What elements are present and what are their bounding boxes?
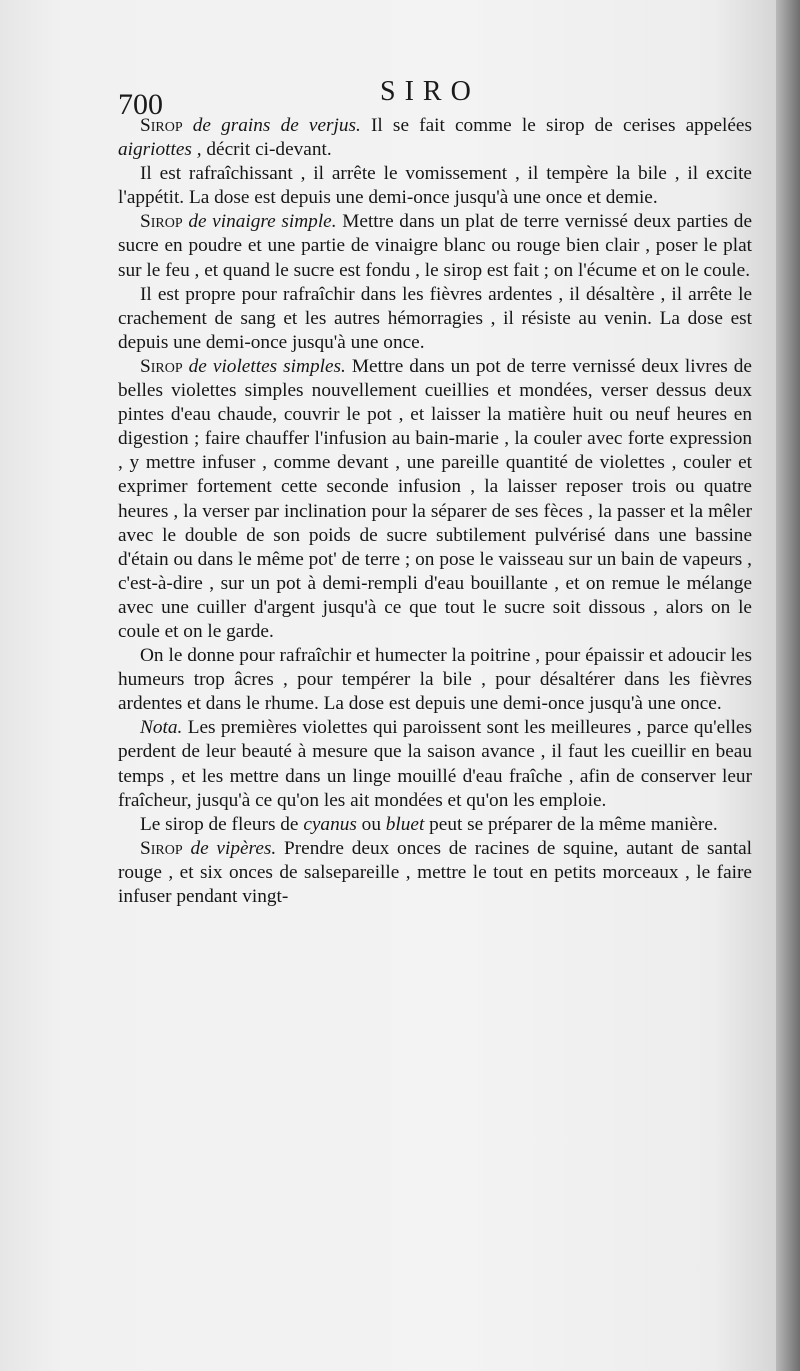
entry-body: Mettre dans un plat de terre vernissé deux parties de sucre en poudre et une partie de vinaigre blanc ou rouge bien clair , poser le plat sur le feu , et quand le sucre est fondu , le sirop est fait ; on l'écume et on le coule. (118, 211, 752, 281)
paragraph-nota (118, 716, 752, 812)
cyanus-mid: ou (356, 813, 386, 835)
entry-head: Sirop (140, 355, 183, 377)
entry-head: Sirop (140, 211, 183, 233)
nota-label: Nota. (140, 717, 183, 739)
entry-title: de violettes simples. (188, 355, 346, 377)
entry-title: de grains de verjus. (192, 115, 361, 136)
cyanus-post: peut se préparer de la même manière. (424, 813, 718, 835)
paragraph-verjus-uses: Il est rafraîchissant , il arrête le vomissement , il tempère la bile , il excite l'appétit. La dose est depuis une demi-once jusqu'à une once et demie. (118, 163, 752, 209)
paragraph-sirop-verjus (118, 114, 752, 162)
paragraph-sirop-violettes (118, 355, 752, 644)
entry-head: Sirop (140, 837, 183, 859)
paragraph-sirop-viperes (118, 837, 752, 909)
paragraph-violettes-uses: On le donne pour rafraîchir et humecter la poitrine , pour épaissir et adoucir les humeurs trop âcres , pour tempérer la bile , pour désaltérer dans les fièvres ardentes et dans le rhume. La dose est depuis une demi-once jusqu'à une once. (118, 645, 752, 715)
page-number: 700 (118, 88, 163, 121)
body-text (118, 114, 752, 909)
paragraph-sirop-vinaigre (118, 210, 752, 282)
entry-tail: décrit ci-devant. (201, 139, 332, 161)
entry-body: Il se fait comme le sirop de cerises appelées (360, 115, 752, 136)
entry-italic: aigriottes , (118, 139, 202, 161)
book-spine-shadow (776, 0, 800, 1371)
nota-text: Les premières violettes qui paroissent sont les meilleures , parce qu'elles perdent de leur beauté à mesure que la saison avance , il faut les cueillir en beau temps , et les mettre dans un linge mouillé d'eau fraîche , afin de conserver leur fraîcheur, jusqu'à ce qu'on les ait mondées et qu'on les emploie. (118, 717, 752, 811)
entry-body: Prendre deux onces de racines de squine, autant de santal rouge , et six onces de salsepareille , mettre le tout en petits morceaux , le faire infuser pendant vingt- (118, 837, 752, 907)
cyanus-term: cyanus (303, 813, 357, 835)
page-header (118, 76, 732, 121)
paragraph-cyanus (118, 813, 752, 837)
bluet-term: bluet (385, 813, 425, 835)
running-title: SIRO (380, 76, 480, 107)
paragraph-vinaigre-uses: Il est propre pour rafraîchir dans les fièvres ardentes , il désaltère , il arrête le crachement de sang et les autres hémorragies , il résiste au venin. La dose est depuis une demi-once jusqu'à une once. (118, 283, 752, 353)
entry-title: de vipères. (190, 837, 277, 859)
entry-title: de vinaigre simple. (188, 211, 337, 233)
entry-head: Sirop (140, 115, 183, 136)
entry-body: Mettre dans un pot de terre vernissé deux livres de belles violettes simples nouvellement cueillies et mondées, verser dessus deux pintes d'eau chaude, couvrir le pot , et laisser la matière huit ou neuf heures en digestion ; faire chauffer l'infusion au bain-marie , la couler avec forte expression , y mettre infuser , comme devant , une pareille quantité de violettes , couler et exprimer fortement cette seconde infusion , la laisser reposer trois ou quatre heures , la verser par inclination pour la séparer de ses fèces , la passer et la mêler avec le double de son poids de sucre subtilement pulvérisé dans une bassine d'étain ou dans le même pot' de terre ; on pose le vaisseau sur un bain de vapeurs , c'est-à-dire , sur un pot à demi-rempli d'eau bouillante , et on remue le mélange avec une cuiller d'argent jusqu'à ce que tout le sucre soit dissous , alors on le coule et on le garde. (118, 355, 752, 642)
cyanus-pre: Le sirop de fleurs de (140, 813, 304, 835)
